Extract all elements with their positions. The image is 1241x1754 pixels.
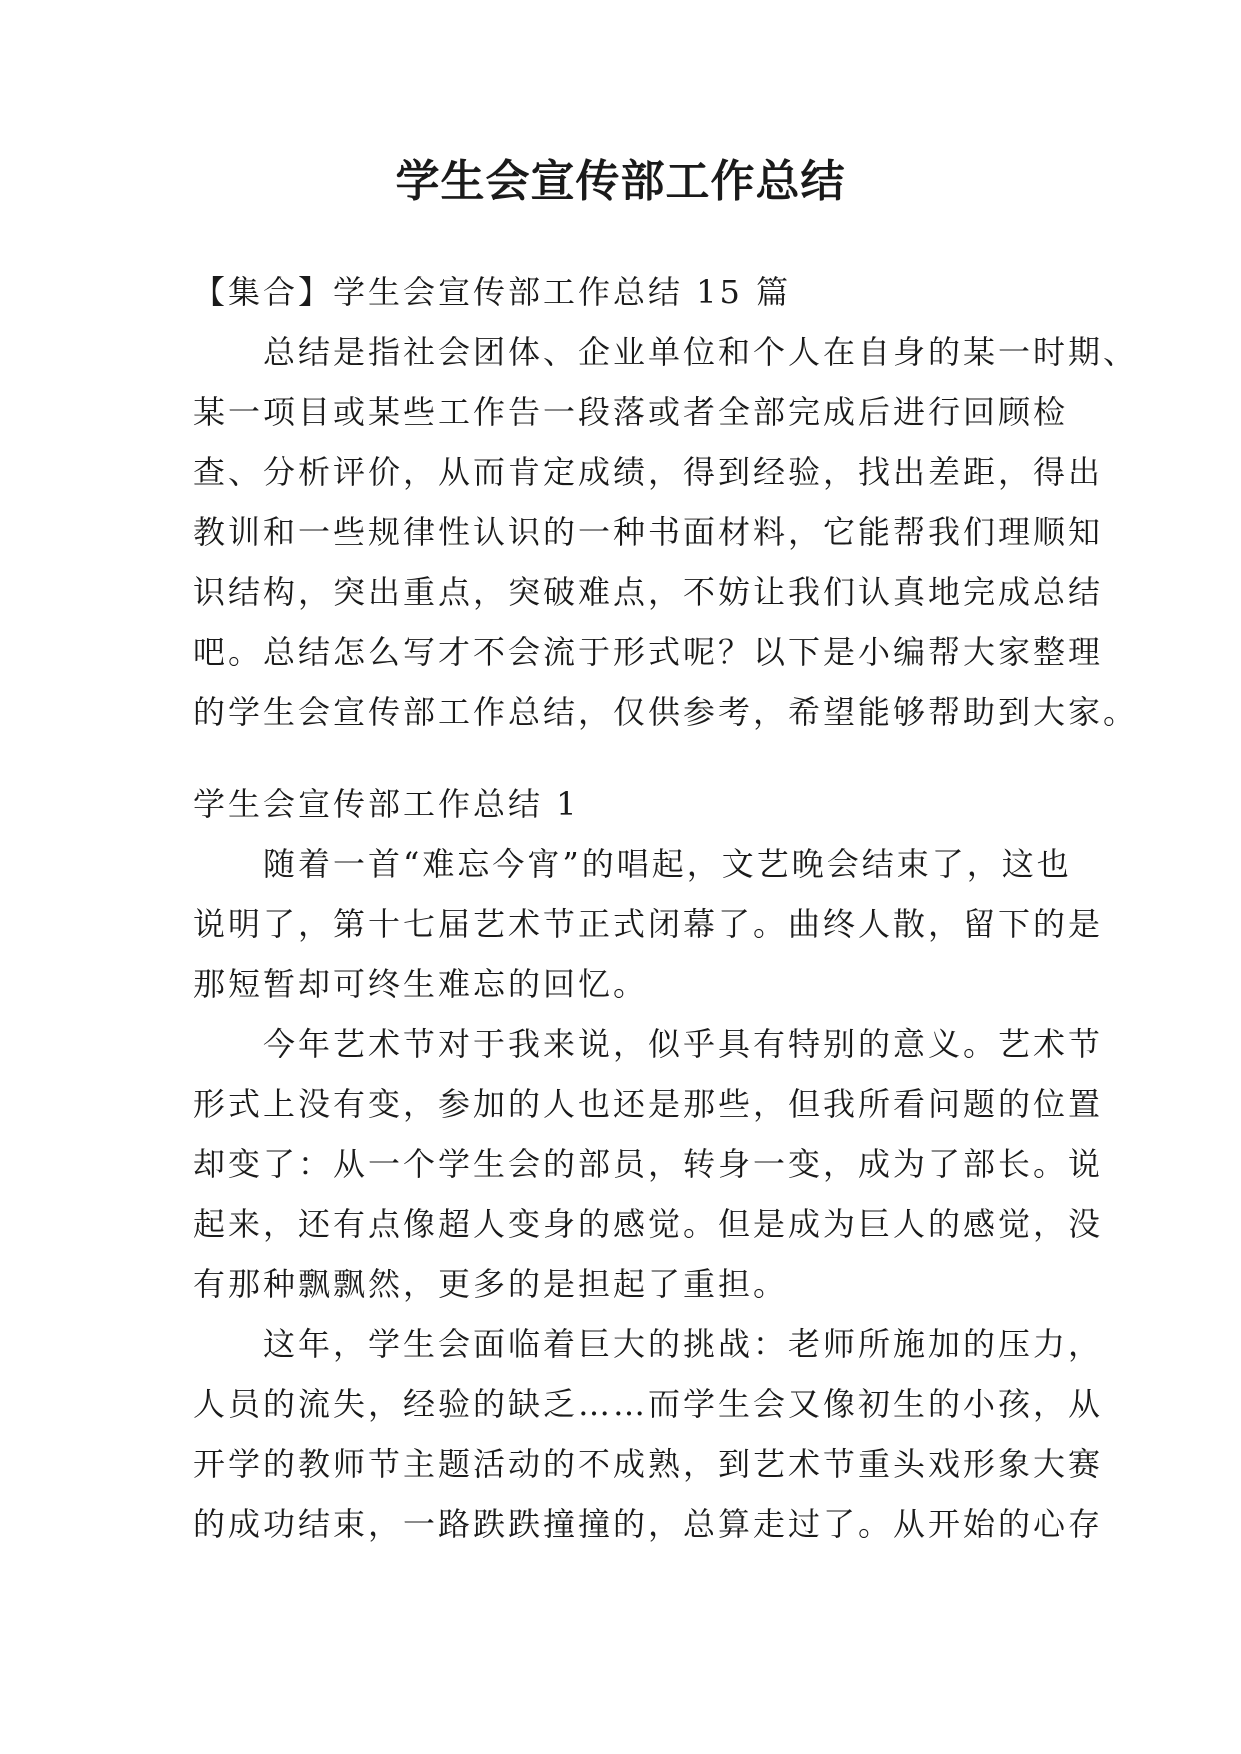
paragraph-line: 形式上没有变，参加的人也还是那些，但我所看问题的位置: [193, 1085, 1104, 1123]
intro-paragraph: [193, 322, 1139, 742]
paragraph-line: 今年艺术节对于我来说，似乎具有特别的意义。艺术节: [263, 1025, 1104, 1063]
paragraph-line: 的成功结束，一路跌跌撞撞的，总算走过了。从开始的心存: [193, 1505, 1104, 1543]
paragraph-line: 的学生会宣传部工作总结，仅供参考，希望能够帮助到大家。: [193, 693, 1139, 731]
intro-heading-text: 【集合】学生会宣传部工作总结 15 篇: [193, 273, 792, 311]
paragraph-line: 吧。总结怎么写才不会流于形式呢？以下是小编帮大家整理: [193, 633, 1104, 671]
section1-paragraph-3: [193, 1314, 1104, 1554]
paragraph-line: 人员的流失，经验的缺乏……而学生会又像初生的小孩，从: [193, 1385, 1104, 1423]
paragraph-line: 随着一首“难忘今宵”的唱起，文艺晚会结束了，这也: [263, 845, 1072, 883]
paragraph-line: 教训和一些规律性认识的一种书面材料，它能帮我们理顺知: [193, 513, 1104, 551]
section1-heading: [193, 774, 1073, 834]
paragraph-line: 起来，还有点像超人变身的感觉。但是成为巨人的感觉，没: [193, 1205, 1104, 1243]
paragraph-line: 说明了，第十七届艺术节正式闭幕了。曲终人散，留下的是: [193, 905, 1104, 943]
section-heading-text: 学生会宣传部工作总结 1: [193, 785, 580, 823]
section1-paragraph-1: [193, 834, 1104, 1014]
paragraph-line: 总结是指社会团体、企业单位和个人在自身的某一时期、: [263, 333, 1139, 371]
paragraph-line: 有那种飘飘然，更多的是担起了重担。: [193, 1265, 789, 1303]
paragraph-line: 却变了：从一个学生会的部员，转身一变，成为了部长。说: [193, 1145, 1104, 1183]
intro-heading: [193, 262, 1073, 322]
paragraph-line: 某一项目或某些工作告一段落或者全部完成后进行回顾检: [193, 393, 1069, 431]
paragraph-line: 开学的教师节主题活动的不成熟，到艺术节重头戏形象大赛: [193, 1445, 1104, 1483]
paragraph-line: 那短暂却可终生难忘的回忆。: [193, 965, 649, 1003]
paragraph-line: 识结构，突出重点，突破难点，不妨让我们认真地完成总结: [193, 573, 1104, 611]
section1-paragraph-2: [193, 1014, 1104, 1314]
paragraph-line: 查、分析评价，从而肯定成绩，得到经验，找出差距，得出: [193, 453, 1104, 491]
document-title: 学生会宣传部工作总结: [395, 156, 846, 207]
paragraph-line: 这年，学生会面临着巨大的挑战：老师所施加的压力，: [263, 1325, 1104, 1363]
